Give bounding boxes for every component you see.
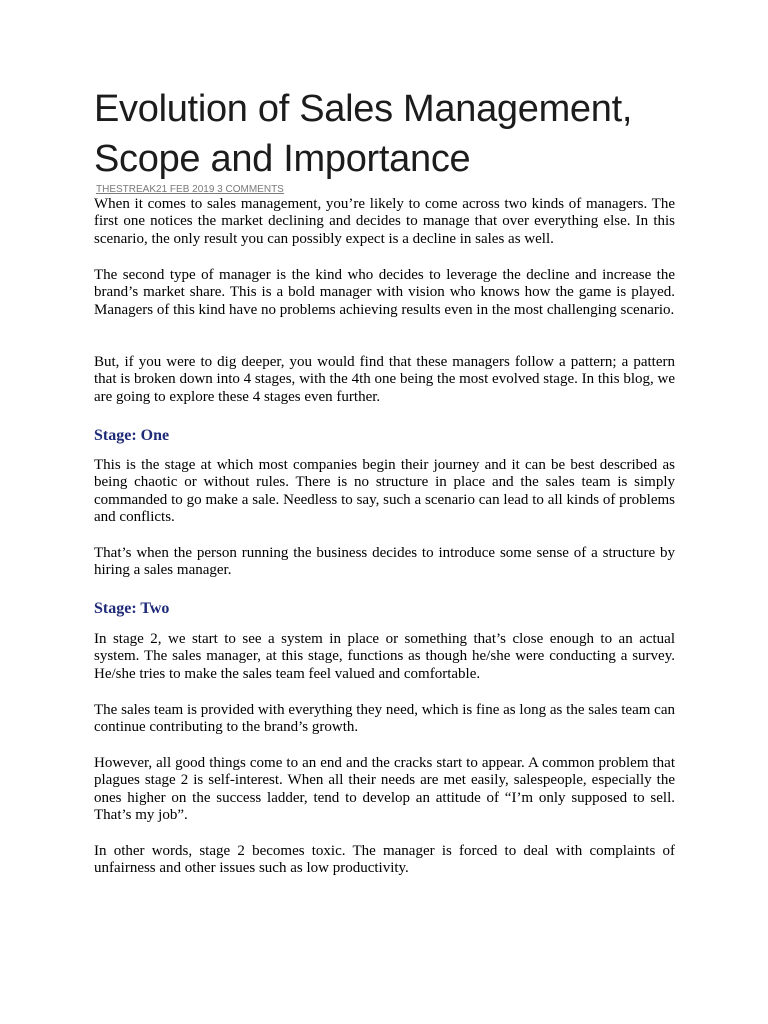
intro-paragraph-1: When it comes to sales management, you’re likely to come across two kinds of managers. The first one notices the market declining and decides to manage that over everything else. In this scenario, the only result you can possibly expect is a decline in sales as well.: [94, 196, 675, 247]
stage-one-heading: Stage: One: [94, 427, 170, 444]
intro-paragraph-2: The second type of manager is the kind who decides to leverage the decline and increase the brand’s market share. This is a bold manager with vision who knows how the game is played. Managers of this kind have no problems achieving results even in the most challenging scenario.: [94, 267, 675, 318]
author-link[interactable]: THESTREAK: [96, 184, 157, 195]
title-line-2: Scope and Importance: [94, 138, 471, 180]
post-meta: [96, 184, 284, 196]
stage-one-paragraph-2: That’s when the person running the business decides to introduce some sense of a structure by hiring a sales manager.: [94, 545, 675, 579]
page-title: [94, 84, 694, 184]
stage-one-paragraph-1: This is the stage at which most companies begin their journey and it can be best described as being chaotic or without rules. There is no structure in place and the sales team is simply commanded to go make a sale. Needless to say, such a scenario can lead to all kinds of problems and conflicts.: [94, 457, 675, 526]
stage-two-paragraph-2: The sales team is provided with everything they need, which is fine as long as the sales team can continue contributing to the brand’s growth.: [94, 702, 675, 736]
intro-paragraph-3: But, if you were to dig deeper, you would find that these managers follow a pattern; a pattern that is broken down into 4 stages, with the 4th one being the most evolved stage. In this blog, we are going to explore these 4 stages even further.: [94, 354, 675, 405]
stage-two-paragraph-3: However, all good things come to an end and the cracks start to appear. A common problem that plagues stage 2 is self-interest. When all their needs are met easily, salespeople, especially the ones higher on the success ladder, tend to develop an attitude of “I’m only supposed to sell. That’s my job”.: [94, 755, 675, 824]
comments-link[interactable]: 3 COMMENTS: [217, 184, 284, 195]
stage-two-heading: Stage: Two: [94, 600, 170, 617]
date-link[interactable]: 21 FEB 2019: [156, 184, 215, 195]
stage-two-paragraph-1: In stage 2, we start to see a system in place or something that’s close enough to an actual system. The sales manager, at this stage, functions as though he/she were conducting a survey. He/she tries to make the sales team feel valued and comfortable.: [94, 631, 675, 682]
stage-two-paragraph-4: In other words, stage 2 becomes toxic. The manager is forced to deal with complaints of unfairness and other issues such as low productivity.: [94, 843, 675, 877]
title-line-1: Evolution of Sales Management,: [94, 88, 633, 130]
